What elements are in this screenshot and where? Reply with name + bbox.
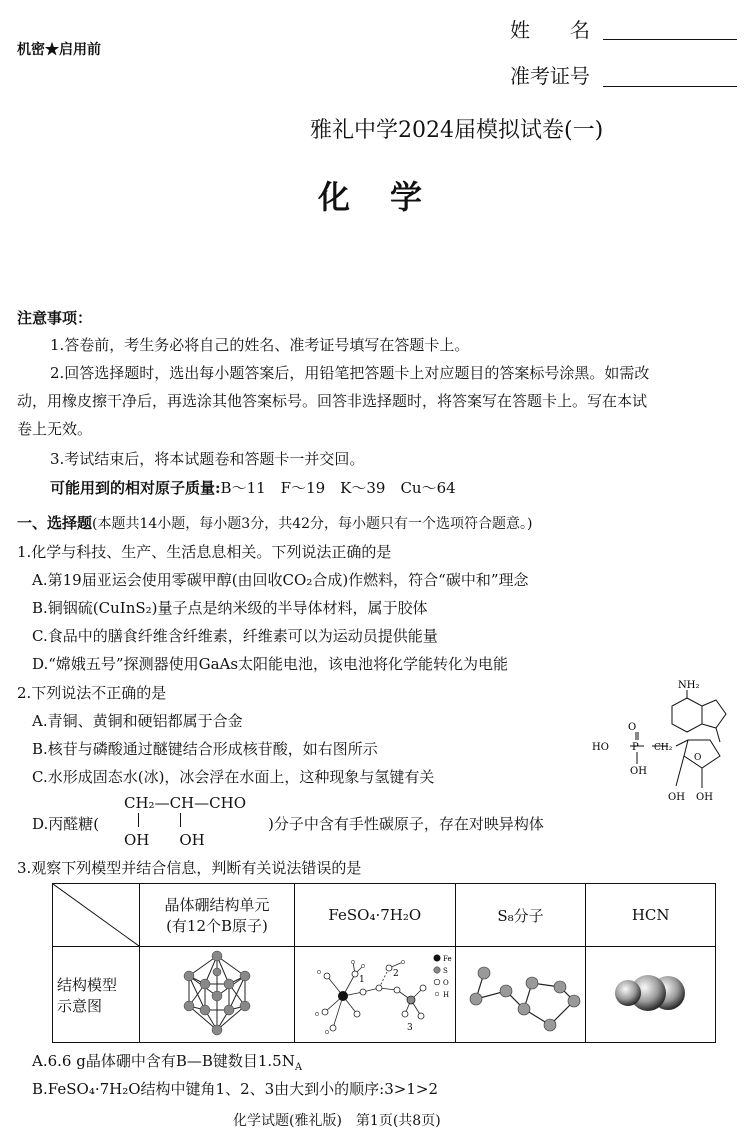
- atomic-masses: [50, 477, 456, 498]
- feso4-hydrate-image: [297, 948, 453, 1038]
- q2-option-d-prefix: D.丙醛糖(: [32, 815, 100, 833]
- row-label: 结构模型 示意图: [53, 947, 140, 1043]
- diagonal-line: [53, 884, 139, 946]
- ho-label: HO: [592, 742, 609, 753]
- nh2-label: NH₂: [678, 680, 700, 691]
- formula-bond-line: [180, 813, 181, 827]
- q2-option-d-suffix: )分子中含有手性碳原子，存在对映异构体: [268, 815, 544, 833]
- notice-item: 卷上无效。: [17, 420, 93, 438]
- section-heading-label: 一、选择题: [17, 514, 93, 532]
- p-oh-label: OH: [630, 766, 647, 777]
- nucleotide-structure-figure: [592, 676, 742, 806]
- col-header-hcn: HCN: [586, 884, 716, 947]
- glyceraldehyde-formula-top: CH₂—CH—CHO: [124, 794, 246, 812]
- section-heading-note: (本题共14小题，每小题3分，共42分，每小题只有一个选项符合题意。): [92, 516, 533, 532]
- secret-label: 机密★启用前: [17, 42, 101, 58]
- boron-icosahedron-image: [167, 950, 267, 1036]
- notice-heading: 注意事项：: [17, 309, 93, 327]
- subject-title: 化 学: [318, 178, 427, 216]
- notice-item: 3.考试结束后，将本试题卷和答题卡一并交回。: [50, 450, 365, 468]
- angle-label-3: 3: [406, 1022, 413, 1033]
- page-footer: 化学试题(雅礼版) 第1页(共8页): [233, 1113, 441, 1129]
- q1-option-b: B.铜铟硫(CuInS₂)量子点是纳米级的半导体材料，属于胶体: [32, 599, 428, 617]
- q3-stem: 3.观察下列模型并结合信息，判断有关说法错误的是: [17, 859, 362, 877]
- section-heading: [17, 512, 532, 533]
- angle-label-1: 1: [358, 974, 365, 985]
- q2-option-b: B.核苷与磷酸通过醚键结合形成核苷酸，如右图所示: [32, 740, 378, 758]
- name-label: 姓 名: [510, 18, 590, 42]
- svg-text:O: O: [628, 722, 637, 733]
- atomic-masses-label: 可能用到的相对原子质量:: [50, 479, 221, 497]
- s8-model-cell: [455, 947, 586, 1043]
- q1-option-c: C.食品中的膳食纤维含纤维素，纤维素可以为运动员提供能量: [32, 627, 438, 645]
- structure-model-table: [52, 883, 716, 1043]
- table-corner-cell: [53, 884, 140, 947]
- glyceraldehyde-formula-bottom: OH OH: [124, 831, 205, 849]
- oh-left-label: OH: [668, 792, 685, 803]
- q3-option-b: B.FeSO₄·7H₂O结构中键角1、2、3由大到小的顺序:3>1>2: [32, 1080, 438, 1098]
- oh-right-label: OH: [696, 792, 713, 803]
- hcn-model-cell: [586, 947, 716, 1043]
- atomic-masses-values: B～11 F～19 K～39 Cu～64: [220, 479, 456, 497]
- q1-option-d: D.“嫦娥五号”探测器使用GaAs太阳能电池，该电池将化学能转化为电能: [32, 655, 509, 673]
- boron-model-cell: [140, 947, 295, 1043]
- name-field[interactable]: [603, 38, 737, 40]
- col-header-boron: 晶体硼结构单元 (有12个B原子): [140, 884, 295, 947]
- angle-label-2: 2: [392, 968, 399, 979]
- p-label: P: [632, 742, 639, 753]
- legend-fe: Fe: [442, 954, 452, 963]
- exam-title: 雅礼中学2024届模拟试卷(一): [310, 118, 604, 143]
- ring-o-label: O: [694, 753, 702, 763]
- q1-option-a: A.第19届亚运会使用零碳甲醇(由回收CO₂合成)作燃料，符合“碳中和”理念: [32, 571, 529, 589]
- legend-h: H: [442, 990, 449, 999]
- q1-stem: 1.化学与科技、生产、生活息息相关。下列说法正确的是: [17, 543, 392, 561]
- notice-item: 2.回答选择题时，选出每小题答案后，用铅笔把答题卡上对应题目的答案标号涂黑。如需改: [50, 364, 650, 382]
- legend-s: S: [442, 966, 448, 975]
- q2-stem: 2.下列说法不正确的是: [17, 684, 167, 702]
- s8-ring-image: [458, 953, 584, 1033]
- col-header-s8: S₈分子: [455, 884, 586, 947]
- hcn-space-filling-image: [596, 963, 706, 1023]
- exam-id-field[interactable]: [603, 85, 737, 87]
- q3-option-a: A.6.6 g晶体硼中含有B—B键数目$1.5N_A$: [32, 1052, 303, 1073]
- q2-option-c: C.水形成固态水(冰)，冰会浮在水面上，这种现象与氢键有关: [32, 768, 435, 786]
- legend-o: O: [442, 978, 449, 987]
- exam-id-label: 准考证号: [510, 64, 590, 88]
- formula-bond-line: [138, 813, 139, 827]
- notice-item: 动，用橡皮擦干净后，再选涂其他答案标号。回答非选择题时，将答案写在答题卡上。写在本试: [17, 392, 648, 410]
- notice-item: 1.答卷前，考生务必将自己的姓名、准考证号填写在答题卡上。: [50, 336, 470, 354]
- col-header-feso4: FeSO₄·7H₂O: [294, 884, 455, 947]
- q2-option-a: A.青铜、黄铜和硬铝都属于合金: [32, 712, 243, 730]
- feso4-model-cell: [294, 947, 455, 1043]
- ch2-label: CH₂: [654, 743, 673, 753]
